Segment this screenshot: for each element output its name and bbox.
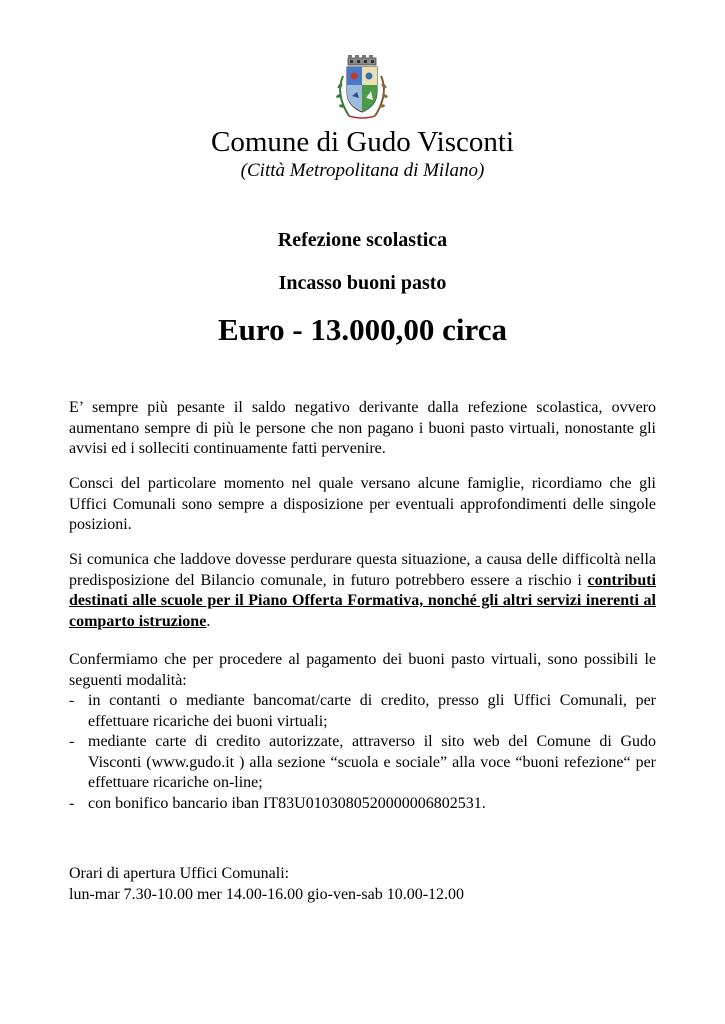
- paragraph-negative-balance: E’ sempre più pesante il saldo negativo derivante dalla refezione scolastica, ovvero aumentano sempre di più le persone che non pagano i buoni pasto virtuali, nonostante gli avvisi ed i solleciti continuamente fatti pervenire.: [69, 399, 656, 457]
- heading-amount: Euro - 13.000,00 circa: [217, 312, 508, 347]
- list-item: [69, 691, 656, 732]
- list-dash: -: [69, 794, 75, 812]
- paragraph-offices-available: Consci del particolare momento nel quale versano alcune famiglie, ricordiamo che gli Uffici Comunali sono sempre a disposizione per eventuali approfondimenti delle singole posizioni.: [69, 475, 656, 533]
- list-item: [69, 794, 656, 815]
- municipal-crest-icon: [331, 54, 393, 122]
- heading-meal-vouchers: Incasso buoni pasto: [278, 272, 447, 294]
- heading-school-meals: Refezione scolastica: [277, 229, 448, 251]
- risk-notice-end: .: [206, 612, 211, 630]
- payment-option-cash: in contanti o mediante bancomat/carte di credito, presso gli Uffici Comunali, per effettuare ricariche dei buoni virtuali;: [88, 692, 656, 730]
- list-dash: -: [69, 733, 75, 750]
- list-dash: -: [69, 692, 75, 709]
- payment-methods-list: [69, 691, 656, 814]
- paragraph-risk-notice: [69, 550, 656, 632]
- risk-notice-emphasis: contributi destinati alle scuole per il Piano Offerta Formativa, nonché gli altri servizi inerenti al comparto istruzione: [69, 571, 656, 630]
- office-hours-label: Orari di apertura Uffici Comunali:: [69, 865, 290, 882]
- paragraph-payment-methods: [69, 650, 656, 814]
- payment-option-bank-transfer: con bonifico bancario iban IT83U0103080520000006802531.: [88, 794, 486, 812]
- risk-notice-text: Si comunica che laddove dovesse perdurare questa situazione, a causa delle difficoltà nella predisposizione del Bilancio comunale, in futuro potrebbero essere a rischio i: [69, 551, 656, 589]
- payment-option-online: mediante carte di credito autorizzate, attraverso il sito web del Comune di Gudo Visconti (www.gudo.it ) alla sezione “scuola e sociale” alla voce “buoni refezione“ per effettuare ricariche on-line;: [88, 733, 656, 791]
- payment-methods-intro: Confermiamo che per procedere al pagamento dei buoni pasto virtuali, sono possibili le seguenti modalità:: [69, 651, 656, 689]
- office-hours-schedule: lun-mar 7.30-10.00 mer 14.00-16.00 gio-ven-sab 10.00-12.00: [69, 885, 465, 903]
- office-hours: [69, 864, 464, 905]
- municipality-subtitle: (Città Metropolitana di Milano): [240, 160, 485, 181]
- list-item: [69, 732, 656, 794]
- municipality-name: Comune di Gudo Visconti: [210, 126, 515, 158]
